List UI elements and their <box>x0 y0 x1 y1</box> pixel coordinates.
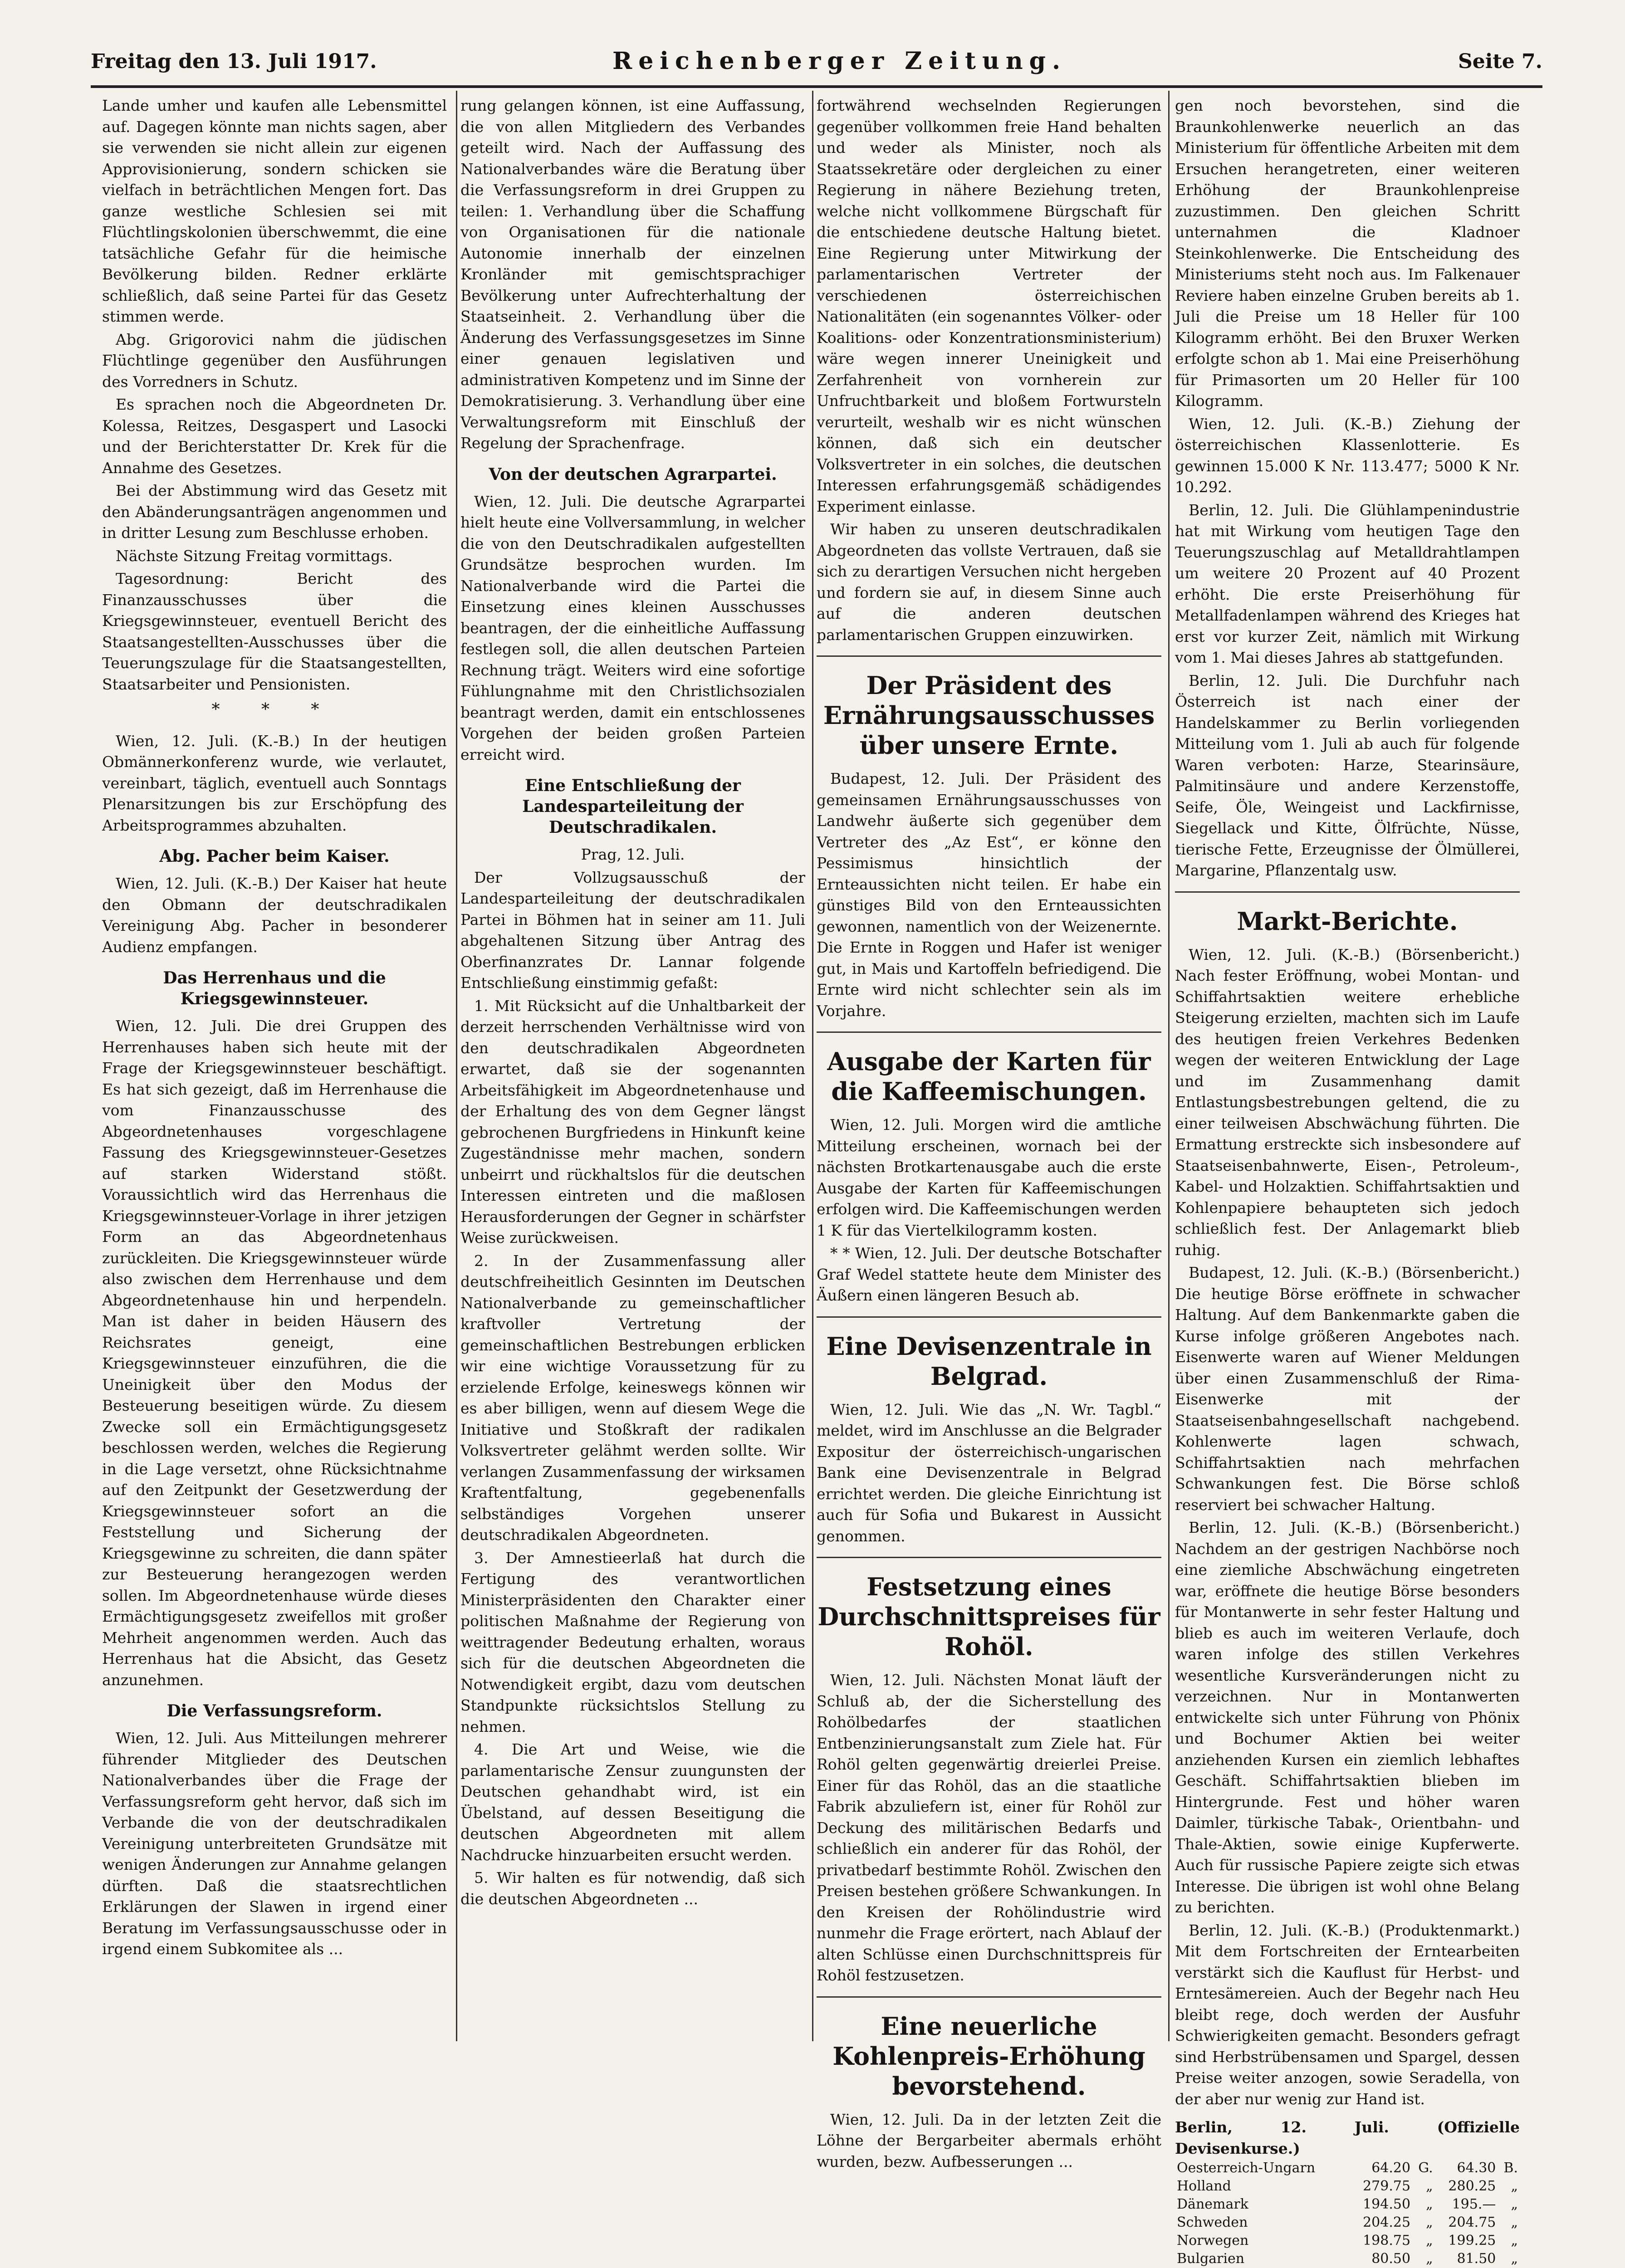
rate-value: „ <box>1511 2178 1518 2194</box>
article-paragraph: gen noch bevorstehen, sind die Braunkohlenwerke neuerlich an das Ministerium für öffentliche Arbeiten mit dem Ersuchen herangetreten, einer weiteren Erhöhung der Braunkohlenpreise zuzustimmen. Den gleichen Schritt unternahmen die Kladnoer Steinkohlenwerke. Die Entscheidung des Ministeriums steht noch aus. Im Falkenauer Reviere haben einzelne Gruben bereits ab 1. Juli die Preise um 18 Heller für 100 Kilogramm erhöht. Bei den Bruxer Werken erfolgte schon ab 1. Mai eine Preiserhöhung für Primasorten um 20 Heller für 100 Kilogramm. <box>1175 97 1520 410</box>
rate-value: „ <box>1426 2233 1433 2248</box>
column-4 <box>1175 95 1520 2267</box>
rate-value: „ <box>1511 2251 1518 2267</box>
exchange-rate-row <box>1175 2177 1520 2195</box>
article-headline: Eine neuerliche Kohlenpreis-Erhöhung bevorstehend. <box>832 2011 1145 2101</box>
article-paragraph: Lande umher und kaufen alle Lebensmittel auf. Dagegen könnte man nichts sagen, aber sie verwenden sie nicht allein zur eigenen Approvisionierung, sondern schicken sie vielfach in beträchtlichen Mengen fort. Das ganze westliche Schlesien sei mit Flüchtlingskolonien überschwemmt, die eine tatsächliche Gefahr für die heimische Bevölkerung bilden. Redner erklärte schließlich, daß seine Partei für das Gesetz stimmen werde. <box>102 97 447 325</box>
article-paragraph: Bei der Abstimmung wird das Gesetz mit den Abänderungsanträgen angenommen und in dritter Lesung zum Beschlusse erhoben. <box>102 482 447 542</box>
article-paragraph: 3. Der Amnestieerlaß hat durch die Fertigung des verantwortlichen Ministerpräsidenten den Charakter einer politischen Maßnahme der Regierung von weittragender Bedeutung erhalten, woraus sich für die deutschen Abgeordneten die Notwendigkeit ergibt, dazu vom deutschen Standpunkte rücksichtslos Stellung zu nehmen. <box>460 1549 805 1735</box>
article-paragraph: Berlin, 12. Juli. (K.-B.) (Börsenbericht.) Nachdem an der gestrigen Nachbörse noch eine ziemliche Abschwächung eingetreten war, eröffnete die heutige Börse besonders für Montanwerte in sehr fester Haltung und blieb es auch im weiteren Verlaufe, doch waren infolge des stillen Verkehres wesentliche Kursveränderungen nicht zu verzeichnen. Nur in Montanwerten entwickelte sich unter Führung von Phönix und Bochumer Aktien bei weiter anziehenden Kursen ein ziemlich lebhaftes Geschäft. Schiffahrtsaktien blieben im Hintergrunde. Fest und höher waren Daimler, türkische Tabak-, Orientbahn- und Thale-Aktien, sowie einige Kupferwerte. Auch für russische Papiere zeigte sich etwas Interesse. Die übrigen ist wohl ohne Belang zu berichten. <box>1175 1519 1520 1916</box>
article-paragraph: Wien, 12. Juli. (K.-B.) (Börsenbericht.) Nach fester Eröffnung, wobei Montan- und Schiffahrtsaktien weitere erhebliche Steigerung erzielten, machten sich im Laufe des heutigen freien Verkehres Bedenken wegen der weiteren Entwicklung der Lage und im Zusammenhang damit Entlastungsbestrebungen geltend, die zu einer teilweisen Abschwächung führten. Die Ermattung erstreckte sich insbesondere auf Staatseisenbahnwerte, Eisen-, Petroleum-, Kabel- und Holzaktien. Schiffahrtsaktien und Kohlenpapiere behaupteten sich jedoch schließlich fest. Der Anlagemarkt blieb ruhig. <box>1175 945 1520 1259</box>
rate-value: 64.30 <box>1457 2160 1496 2176</box>
rate-country: Schweden <box>1177 2214 1248 2230</box>
section-rule <box>817 655 1161 657</box>
article-heading: Von der deutschen Agrarpartei. <box>489 464 777 484</box>
exchange-rates-table <box>1175 2159 1520 2268</box>
article-paragraph: fortwährend wechselnden Regierungen gegenüber vollkommen freie Hand behalten und weder als Minister, noch als Staatssekretäre oder dergleichen zu einer Regierung in nähere Beziehung treten, welche nicht vollkommene Bürgschaft für die entschiedene deutsche Haltung bietet. Eine Regierung unter Mitwirkung der parlamentarischen Vertreter der verschiedenen österreichischen Nationalitäten (ein sogenanntes Völker- oder Koalitions- oder Konzentrationsministerium) wäre wegen innerer Uneinigkeit und Zerfahrenheit von vornherein zur Unfruchtbarkeit und bloßem Fortwursteln verurteilt, weshalb wir es nicht wünschen können, daß sich ein deutscher Volksvertreter in ein solches, die deutschen Interessen erfahrungsgemäß schädigendes Experiment einlasse. <box>817 97 1161 515</box>
rate-value: „ <box>1511 2233 1518 2248</box>
rate-country: Holland <box>1177 2178 1231 2194</box>
column-divider <box>456 91 457 2041</box>
issue-date: Freitag den 13. Juli 1917. <box>91 50 377 73</box>
article-paragraph: Tagesordnung: Bericht des Finanzausschusses über die Kriegsgewinnsteuer, eventuell Bericht des Staatsangestellten-Ausschusses über die Teuerungszulage für die Staatsangestellten, Staatsarbeiter und Pensionisten. <box>102 570 447 693</box>
article-headline: Festsetzung eines Durchschnittspreises für Rohöl. <box>817 1572 1160 1661</box>
exchange-rate-row <box>1175 2232 1520 2250</box>
article-heading: Das Herrenhaus und die Kriegsgewinnsteuer. <box>163 968 386 1008</box>
column-1 <box>102 95 447 2041</box>
article-paragraph: Wien, 12. Juli. Die deutsche Agrarpartei hielt heute eine Vollversammlung, in welcher die von den Deutschradikalen aufgestellten Grundsätze besprochen wurden. Im Nationalverbande wird die Partei die Einsetzung eines kleinen Ausschusses beantragen, der die einheitliche Auffassung festlegen soll, die allen deutschen Parteien Rechnung trägt. Weiters wird eine sofortige Fühlungnahme mit den Christlichsozialen beantragt werden, damit ein entschlossenes Vorgehen der beiden großen Parteien erreicht wird. <box>460 492 805 763</box>
article-paragraph: Berlin, 12. Juli. Die Durchfuhr nach Österreich ist nach einer der Handelskammer zu Berlin vorliegenden Mitteilung vom 1. Juli ab auch für folgende Waren verboten: Harze, Stearinsäure, Palmitinsäure und andere Kerzenstoffe, Seife, Öle, Weingeist und Lackfirnisse, Siegellack und Kitte, Ölfrüchte, Nüsse, tierische Fette, Erzeugnisse der Ölmüllerei, Margarine, Pflanzentalg usw. <box>1175 671 1520 879</box>
article-heading: Eine Entschließung der Landesparteileitung der Deutschradikalen. <box>522 776 744 837</box>
rate-value: 279.75 <box>1363 2178 1411 2194</box>
article-paragraph: 4. Die Art und Weise, wie die parlamentarische Zensur zuungunsten der Deutschen gehandhabt wird, ist ein Übelstand, auf dessen Beseitigung die deutschen Abgeordneten mit allem Nachdrucke hinzuarbeiten ersucht werden. <box>460 1740 805 1864</box>
exchange-rate-row <box>1175 2214 1520 2232</box>
rate-value: „ <box>1511 2214 1518 2230</box>
article-paragraph: Wien, 12. Juli. (K.-B.) In der heutigen Obmännerkonferenz wurde, wie verlautet, vereinbart, täglich, eventuell auch Sonntags Plenarsitzungen bis zur Erschöpfung des Arbeitsprogrammes abzuhalten. <box>102 732 447 834</box>
article-paragraph: Budapest, 12. Juli. Der Präsident des gemeinsamen Ernährungsausschusses von Landwehr äußerte sich gegenüber dem Vertreter des „Az Est“, er könne den Pessimismus hinsichtlich der Ernteaussichten nicht teilen. Er habe ein günstiges Bild von den Ernteaussichten gewonnen, namentlich von der Weizenernte. Die Ernte in Roggen und Hafer ist weniger gut, in Mais und Kartoffeln befriedigend. Die Ernte wird nicht schlechter sein als im Vorjahre. <box>817 770 1161 1020</box>
rate-value: „ <box>1426 2251 1433 2267</box>
column-divider <box>812 91 813 2041</box>
article-paragraph: Es sprachen noch die Abgeordneten Dr. Kolessa, Reitzes, Desgaspert und Lasocki und der Berichterstatter Dr. Krek für die Annahme des Gesetzes. <box>102 396 447 477</box>
masthead <box>91 45 1542 82</box>
article-heading: Die Verfassungsreform. <box>166 1701 382 1721</box>
article-paragraph: Wien, 12. Juli. Nächsten Monat läuft der Schluß ab, der die Sicherstellung des Rohölbedarfes der staatlichen Entbenzinierungsanstalt zum Ziele hat. Für Rohöl gelten gegenwärtig dreierlei Preise. Einer für das Rohöl, das an die staatliche Fabrik abzuliefern ist, einer für Rohöl zur Deckung des militärischen Bedarfs und schließlich ein anderer für das Rohöl, der privatbedarf bestimmte Rohöl. Zwischen den Preisen bestehen größere Schwankungen. In den Kreisen der Rohölindustrie wird nunmehr die Frage erörtert, nach Ablauf der alten Schlüsse einen Durchschnittspreis für Rohöl festzusetzen. <box>817 1671 1161 1984</box>
section-rule <box>817 1316 1161 1318</box>
section-rule <box>1175 891 1520 893</box>
rate-value: 80.50 <box>1371 2251 1411 2267</box>
article-paragraph: Der Vollzugsausschuß der Landesparteileitung der deutschradikalen Partei in Böhmen hat in seiner am 11. Juli abgehaltenen Sitzung über Antrag des Oberfinanzrates Dr. Lannar folgende Entschließung einstimmig gefaßt: <box>460 868 805 992</box>
rate-value: 198.75 <box>1363 2233 1411 2248</box>
section-rule <box>817 1996 1161 1998</box>
rate-value: 199.25 <box>1448 2233 1496 2248</box>
article-paragraph: * * Wien, 12. Juli. Der deutsche Botschafter Graf Wedel stattete heute dem Minister des Äußern einen längeren Besuch ab. <box>817 1244 1161 1304</box>
rate-value: „ <box>1511 2196 1518 2212</box>
page-number: Seite 7. <box>1458 50 1542 73</box>
article-headline: Ausgabe der Karten für die Kaffeemischungen. <box>827 1047 1151 1106</box>
header-rule <box>91 85 1542 88</box>
rate-value: „ <box>1426 2178 1433 2194</box>
article-paragraph: Wien, 12. Juli. (K.-B.) Der Kaiser hat heute den Obmann der deutschradikalen Vereinigung Abg. Pacher in besonderer Audienz empfangen. <box>102 875 447 956</box>
article-headline: Der Präsident des Ernährungsausschusses über unsere Ernte. <box>823 671 1155 760</box>
rate-value: 64.20 <box>1371 2160 1411 2176</box>
article-paragraph: Wien, 12. Juli. Die drei Gruppen des Herrenhauses haben sich heute mit der Frage der Kriegsgewinnsteuer beschäftigt. Es hat sich gezeigt, daß im Herrenhause die vom Finanzausschusse des Abgeordnetenhauses vorgeschlagene Fassung des Kriegsgewinnsteuer-Gesetzes auf starken Widerstand stößt. Voraussichtlich wird das Herrenhaus die Kriegsgewinnsteuer-Vorlage in ihrer jetzigen Form an das Abgeordnetenhaus zurückleiten. Die Kriegsgewinnsteuer würde also zwischen dem Herrenhause und dem Abgeordnetenhause hin und herpendeln. Man ist daher in beiden Häusern des Reichsrates geneigt, eine Kriegsgewinnsteuer einzuführen, die die Uneinigkeit über den Modus der Besteuerung beseitigen würde. Zu diesem Zwecke soll ein Ermächtigungsgesetz beschlossen werden, welches die Regierung in die Lage versetzt, ohne Rücksichtnahme auf den Zeitpunkt der Gesetzwerdung der Kriegsgewinnsteuer sofort an die Feststellung und Sicherung der Kriegsgewinne zu schreiten, die dann später zur Besteuerung herangezogen werden sollen. Im Abgeordnetenhause würde dieses Ermächtigungsgesetz zweifellos mit großer Mehrheit angenommen werden. Auch das Herrenhaus hat die Absicht, das Gesetz anzunehmen. <box>102 1017 447 1689</box>
article-paragraph: Wien, 12. Juli. Aus Mitteilungen mehrerer führender Mitglieder des Deutschen Nationalverbandes über die Frage der Verfassungsreform geht hervor, daß sich im Verbande die von der deutschradikalen Vereinigung unterbreiteten Grundsätze mit wenigen Änderungen zur Annahme gelangen dürften. Daß die staatsrechtlichen Erklärungen der Slawen in irgend einer Beratung im Verfassungsausschusse oder in irgend einem Subkomitee als ... <box>102 1729 447 1958</box>
newspaper-title: Reichenberger Zeitung. <box>612 47 1067 75</box>
rate-value: „ <box>1426 2196 1433 2212</box>
article-paragraph: Wien, 12. Juli. Da in der letzten Zeit die Löhne der Bergarbeiter abermals erhöht wurden, bezw. Aufbesserungen ... <box>817 2110 1161 2170</box>
rate-country: Bulgarien <box>1177 2251 1245 2267</box>
rate-value: „ <box>1426 2214 1433 2230</box>
section-rule <box>817 1031 1161 1033</box>
article-heading: Abg. Pacher beim Kaiser. <box>159 847 390 866</box>
article-paragraph: Berlin, 12. Juli. Die Glühlampenindustrie hat mit Wirkung vom heutigen Tage den Teuerungszuschlag auf Metalldrahtlampen um weitere 20 Prozent auf 40 Prozent erhöht. Die erste Preiserhöhung für Metallfadenlampen während des Krieges hat erst vor kurzer Zeit, nämlich mit Wirkung vom 1. Mai dieses Jahres ab stattgefunden. <box>1175 501 1520 666</box>
article-paragraph: Wien, 12. Juli. Morgen wird die amtliche Mitteilung erscheinen, wornach bei der nächsten Brotkartenausgabe auch die erste Ausgabe der Karten für Kaffeemischungen erfolgen wird. Die Kaffeemischungen werden 1 K für das Viertelkilogramm kosten. <box>817 1116 1161 1239</box>
rate-value: B. <box>1503 2160 1518 2176</box>
article-paragraph: Wien, 12. Juli. (K.-B.) Ziehung der österreichischen Klassenlotterie. Es gewinnen 15.000 K Nr. 113.477; 5000 K Nr. 10.292. <box>1175 415 1520 496</box>
column-3 <box>817 95 1161 2170</box>
rate-country: Dänemark <box>1177 2196 1248 2212</box>
article-paragraph: Abg. Grigorovici nahm die jüdischen Flüchtlinge gegenüber den Ausführungen des Vorredners in Schutz. <box>102 330 447 391</box>
article-paragraph: rung gelangen können, ist eine Auffassung, die von allen Mitgliedern des Verbandes geteilt wird. Nach der Auffassung des Nationalverbandes wäre die Beratung über die Verfassungsreform in drei Gruppen zu teilen: 1. Verhandlung über die Schaffung von Organisationen für die nationale Autonomie innerhalb der einzelnen Kronländer mit gemischtsprachiger Bevölkerung unter Aufrechterhaltung der Staatseinheit. 2. Verhandlung über die Änderung des Verfassungsgesetzes im Sinne einer genauen legislativen und administrativen Kompetenz und im Sinne der Demokratisierung. 3. Verhandlung über eine Verwaltungsreform mit Einschluß der Regelung der Sprachenfrage. <box>460 97 805 452</box>
rate-country: Oesterreich-Ungarn <box>1177 2160 1316 2176</box>
article-headline: Eine Devisenzentrale in Belgrad. <box>826 1331 1152 1391</box>
article-paragraph: Berlin, 12. Juli. (K.-B.) (Produktenmarkt.) Mit dem Fortschreiten der Erntearbeiten verstärkt sich die Kauflust für Herbst- und Erntesämereien. Auch der Begehr nach Heu bleibt rege, doch werden der Ausfuhr Schwierigkeiten gemacht. Besonders gefragt sind Herbstrübensamen und Spargel, dessen Preise weiter anzogen, sowie Seradella, von der aber nur wenig zur Hand ist. <box>1175 1921 1520 2108</box>
rate-value: 81.50 <box>1457 2251 1496 2267</box>
rate-value: 204.75 <box>1448 2214 1496 2230</box>
rate-value: 204.25 <box>1363 2214 1411 2230</box>
rate-value: 194.50 <box>1363 2196 1411 2212</box>
section-rule <box>817 1557 1161 1558</box>
rate-country: Norwegen <box>1177 2233 1249 2248</box>
exchange-rates-heading: Berlin, 12. Juli. (Offizielle Devisenkurse.) <box>1175 2118 1520 2157</box>
column-divider <box>1168 91 1170 2041</box>
article-headline: Markt-Berichte. <box>1237 906 1458 936</box>
article-paragraph: 1. Mit Rücksicht auf die Unhaltbarkeit der derzeit herrschenden Verhältnisse wird von den deutschradikalen Abgeordneten erwartet, daß sie der sogenannten Arbeitsfähigkeit im Abgeordnetenhause und der Erhaltung des von dem Gegner längst gebrochenen Burgfriedens in Hinkunft keine Zugeständnisse mehr machen, sondern unbeirrt und rückhaltslos für die deutschen Interessen eintreten und die maßlosen Herausforderungen der Gegner in schärfster Weise zurückweisen. <box>460 997 805 1246</box>
exchange-rate-row <box>1175 2250 1520 2268</box>
article-paragraph: Wien, 12. Juli. Wie das „N. Wr. Tagbl.“ meldet, wird im Anschlusse an die Belgrader Expositur der österreichisch-ungarischen Bank eine Devisenzentrale in Belgrad errichtet werden. Die gleiche Einrichtung ist auch für Sofia und Bukarest in Aussicht genommen. <box>817 1400 1161 1545</box>
rate-value: G. <box>1418 2160 1433 2176</box>
column-2 <box>460 95 805 2041</box>
exchange-rate-row <box>1175 2159 1520 2177</box>
article-paragraph: Budapest, 12. Juli. (K.-B.) (Börsenbericht.) Die heutige Börse eröffnete in schwacher Haltung. Auf dem Bankenmarkte gaben die Kurse infolge größeren Angebotes nach. Eisenwerte waren auf Wiener Meldungen über einen Zusammenschluß der Rima-Eisenwerke mit der Staatseisenbahngesellschaft nachgebend. Kohlenwerte lagen schwach, Schiffahrtsaktien nach mehrfachen Schwankungen fest. Die Börse schloß reserviert bei schwacher Haltung. <box>1175 1264 1520 1514</box>
article-paragraph: Wir haben zu unseren deutschradikalen Abgeordneten das vollste Vertrauen, daß sie sich zu derartigen Versuchen nicht hergeben und fordern sie auf, in diesem Sinne auch auf die anderen deutschen parlamentarischen Gruppen einzuwirken. <box>817 520 1161 644</box>
exchange-rate-row <box>1175 2195 1520 2214</box>
section-stars: * * * <box>211 700 338 719</box>
article-paragraph: 5. Wir halten es für notwendig, daß sich die deutschen Abgeordneten ... <box>460 1869 805 1908</box>
article-paragraph: Nächste Sitzung Freitag vormittags. <box>116 547 393 565</box>
rate-value: 280.25 <box>1448 2178 1496 2194</box>
dateline: Prag, 12. Juli. <box>581 846 685 863</box>
rate-value: 195.— <box>1452 2196 1496 2212</box>
article-paragraph: 2. In der Zusammenfassung aller deutschfreiheitlich Gesinnten im Deutschen Nationalverbande zu gemeinschaftlicher kraftvoller Vertretung der gemeinschaftlichen Bestrebungen erblicken wir eine wichtige Voraussetzung für zu erzielende Erfolge, keineswegs können wir es aber billigen, wenn auf diesem Wege die Initiative und Stoßkraft der radikalen Volksvertreter gelähmt werden sollte. Wir verlangen Zusammenfassung der wirksamen Kraftentfaltung, gegebenenfalls selbständiges Vorgehen unserer deutschradikalen Abgeordneten. <box>460 1251 805 1544</box>
